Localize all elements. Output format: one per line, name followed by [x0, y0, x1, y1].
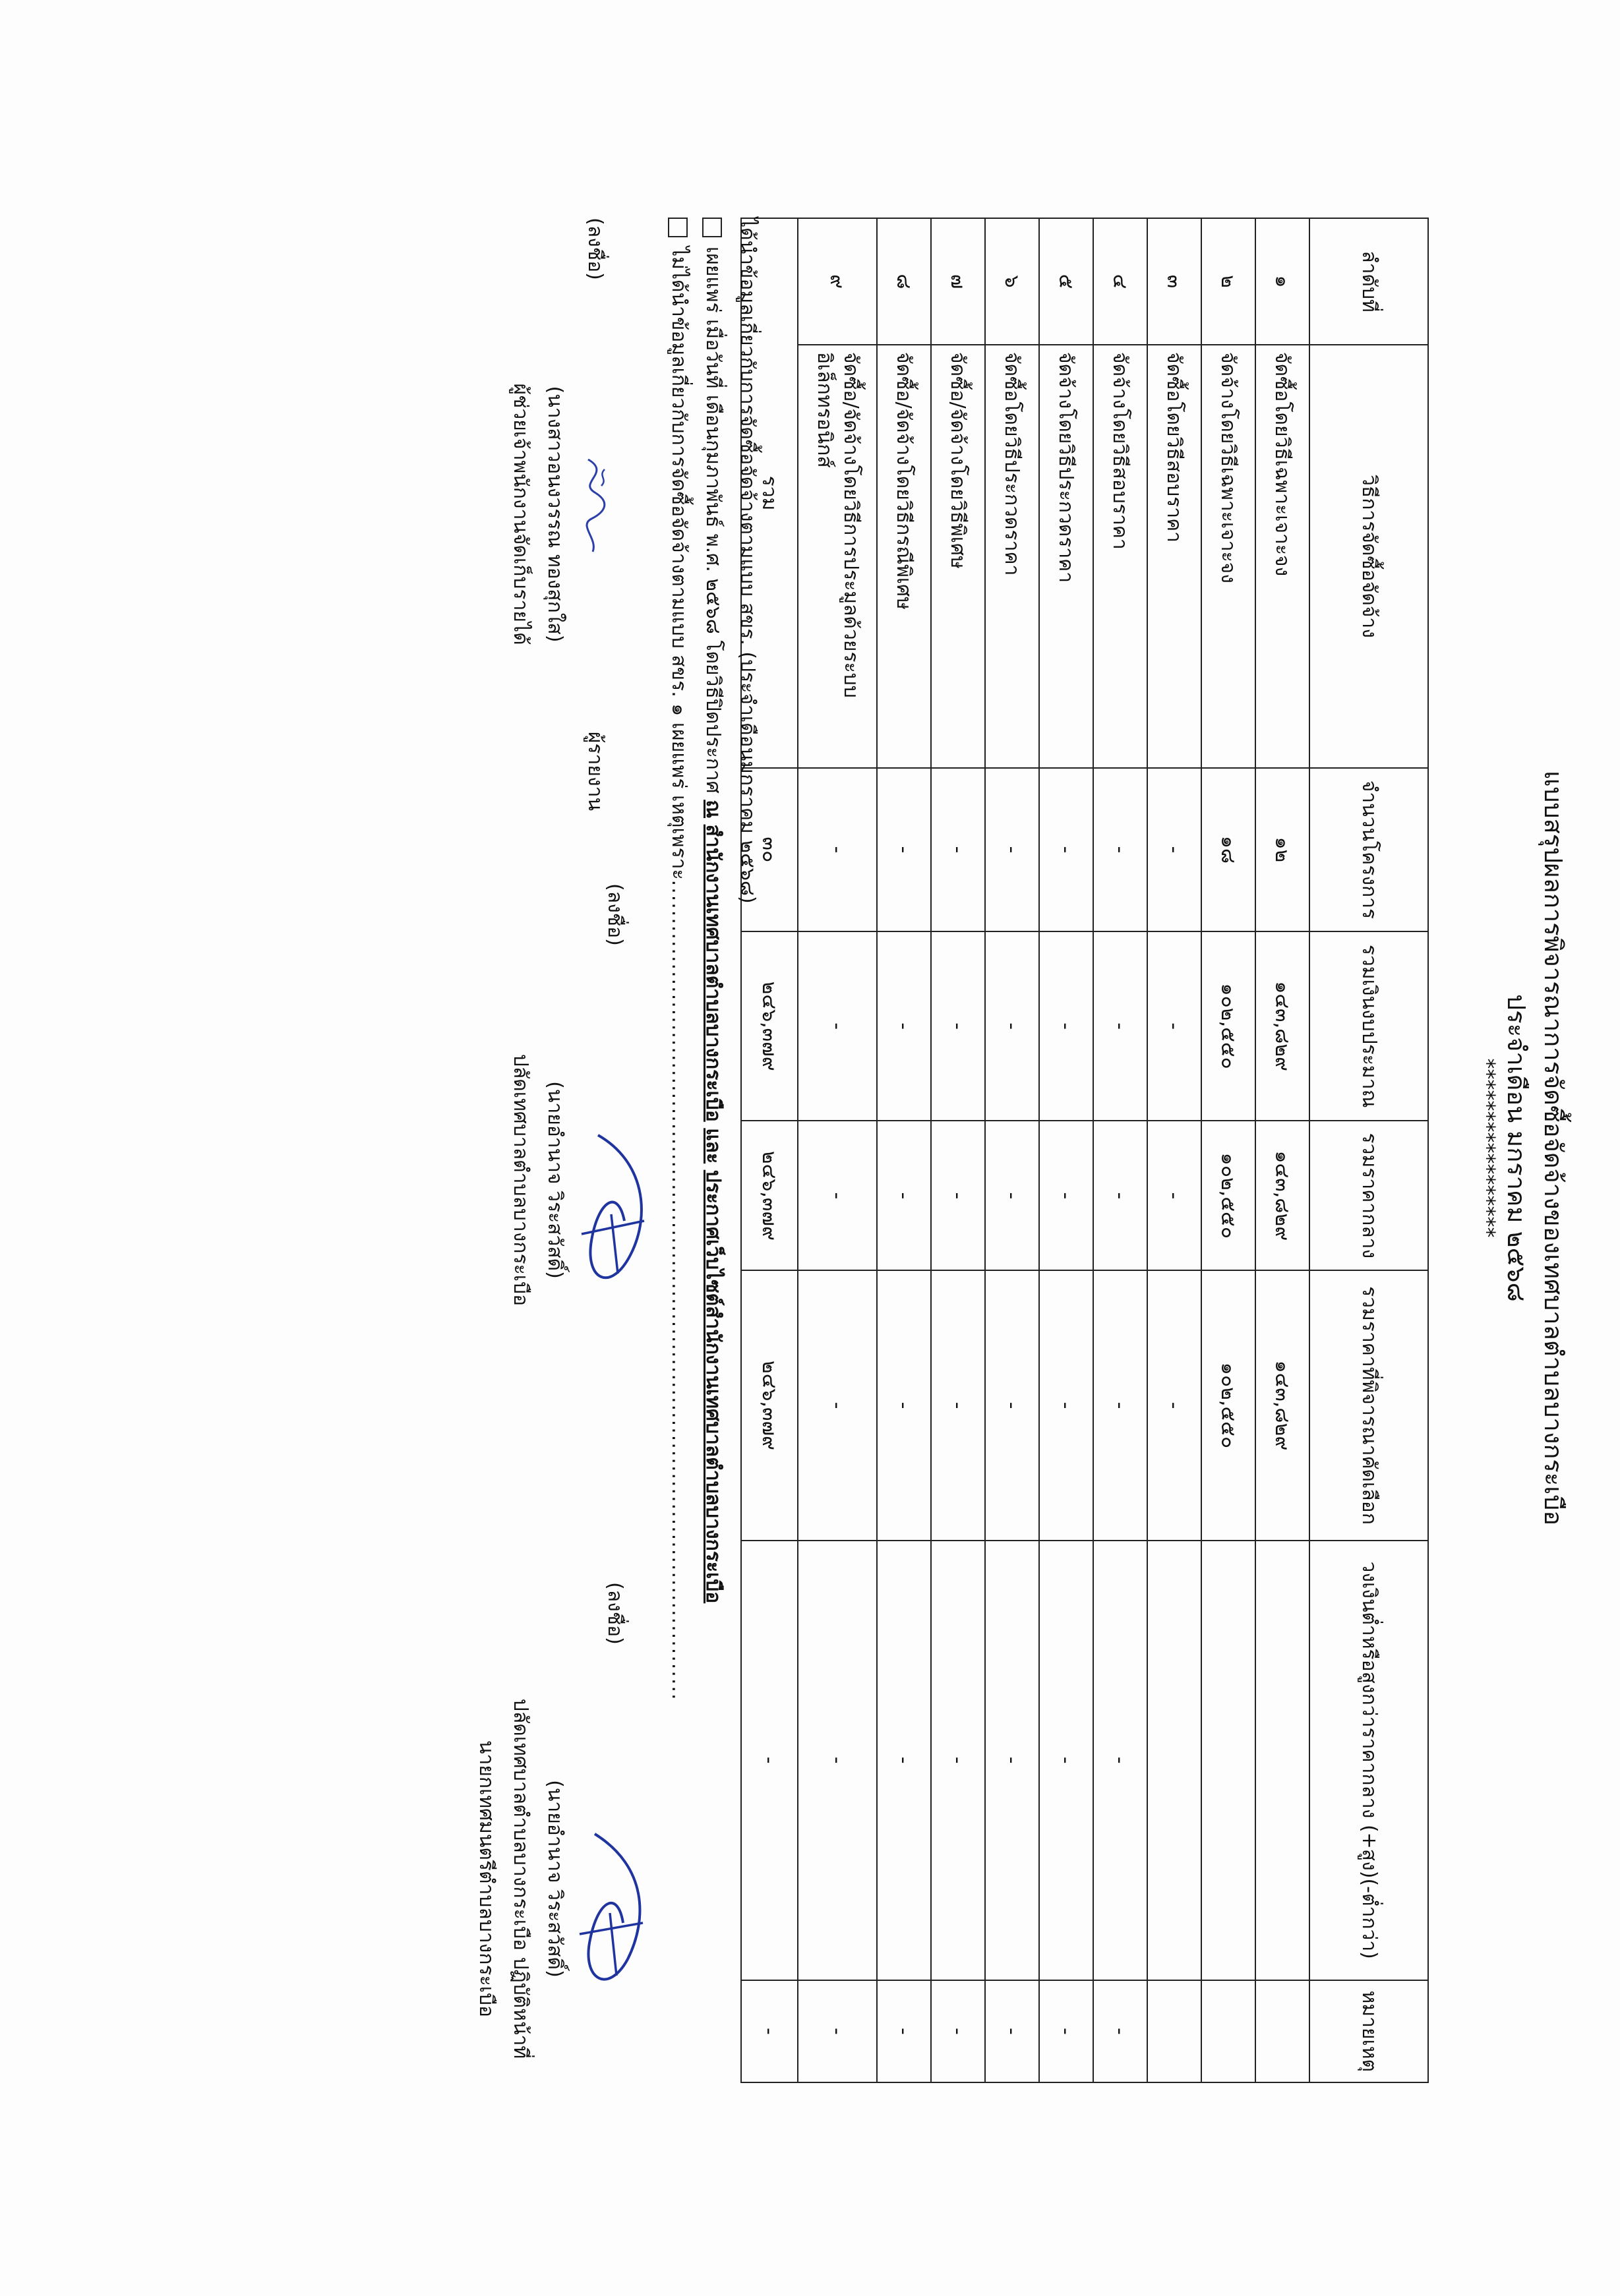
cell-no: ๓ [1147, 218, 1201, 345]
cell-price-difference [1255, 1541, 1309, 1980]
note-line-2-office: สำนักงานเทศบาลตำบลบางกระเบือ [702, 824, 725, 1122]
clerk-name: (นายอำนาจ วิระสวัสดิ์) [543, 1081, 566, 1279]
cell-no: ๑ [1255, 218, 1309, 345]
cell-budget: - [1093, 931, 1147, 1121]
cell-total-label: รวม [741, 218, 798, 768]
table-row [1147, 218, 1201, 2082]
cell-method: จัดจ้างโดยวิธีสอบราคา [1093, 345, 1147, 768]
document-subtitle: ประจำเดือน มกราคม ๒๕๖๘ [1502, 994, 1531, 1302]
cell-projects: - [1147, 768, 1201, 931]
clerk-signature-mark [572, 1122, 657, 1320]
table-row [1255, 218, 1309, 2082]
reporter-role: ผู้รายงาน [584, 731, 607, 811]
note-line-1: ได้นำข้อมูลเกี่ยวกับการจัดซื้อจัดจ้างตามแบบ สขร. (ประจำเดือนมกราคม ๒๕๖๘) [736, 218, 759, 904]
cell-remarks [1255, 1980, 1309, 2082]
cell-total-remarks: - [741, 1980, 798, 2082]
cell-selected-price: - [985, 1270, 1039, 1540]
table-row [985, 218, 1039, 2082]
not-published-checkbox[interactable] [669, 218, 688, 237]
cell-median-price: - [877, 1121, 931, 1270]
reporter-sign-label: (ลงชื่อ) [584, 218, 607, 280]
note-line-2-at: ณ [702, 800, 725, 819]
cell-median-price: - [1039, 1121, 1093, 1270]
cell-median-price: - [985, 1121, 1039, 1270]
cell-projects: - [877, 768, 931, 931]
mayor-position: ปลัดเทศบาลตำบลบางกระเบือ ปฏิบัติหน้าที่ [509, 1698, 532, 2059]
cell-remarks: - [798, 1980, 877, 2082]
signature-block-reporter [503, 218, 618, 811]
cell-projects: - [985, 768, 1039, 931]
column-header-no: ลำดับที่ [1309, 218, 1428, 345]
column-header-remarks: หมายเหตุ [1309, 1980, 1428, 2082]
column-header-projects: จำนวนโครงการ [1309, 768, 1428, 931]
cell-total-price-difference: - [741, 1541, 798, 1980]
cell-price-difference [1147, 1541, 1201, 1980]
cell-projects: - [931, 768, 985, 931]
cell-remarks: - [877, 1980, 931, 2082]
cell-no: ๔ [1093, 218, 1147, 345]
column-header-method: วิธีการจัดซื้อจัดจ้าง [1309, 345, 1428, 768]
note-line-3: ไม่ได้นำข้อมูลเกี่ยวกับการจัดซื้อจัดจ้างตามแบบ สขร. ๑ เผยแพร่ เหตุเพราะ [667, 247, 690, 880]
cell-selected-price: - [1093, 1270, 1147, 1540]
table-row [877, 218, 931, 2082]
note-published-info [732, 218, 763, 904]
cell-remarks: - [985, 1980, 1039, 2082]
cell-method: จัดจ้างโดยวิธีเฉพาะเจาะจง [1201, 345, 1255, 768]
note-line-2-and: และ [702, 1128, 725, 1164]
column-header-selected-price: รวมราคาที่พิจารณาคัดเลือก [1309, 1270, 1428, 1540]
cell-budget: - [877, 931, 931, 1121]
reporter-name: (นางสาวอนงวรรณ ทองสุกใส) [543, 386, 566, 643]
table-header-row [1309, 218, 1428, 2082]
reporter-position: ผู้ช่วยเจ้าพนักงานจัดเก็บรายได้ [509, 383, 532, 645]
cell-price-difference: - [985, 1541, 1039, 1980]
table-row [1039, 218, 1093, 2082]
cell-total-selected-price: ๒๔๖,๓๗๙ [741, 1270, 798, 1540]
cell-projects: - [1093, 768, 1147, 931]
cell-selected-price: ๑๐๒,๕๕๐ [1201, 1270, 1255, 1540]
cell-method: จัดซื้อโดยวิธีประกวดราคา [985, 345, 1039, 768]
clerk-position: ปลัดเทศบาลตำบลบางกระเบือ [509, 1053, 532, 1307]
cell-method: จัดซื้อ/จัดจ้างโดยวิธีการประมูลด้วยระบบอิเล็กทรอนิกส์ [798, 345, 877, 768]
document-title: แบบสรุปผลการพิจารณาการจัดซื้อจัดจ้างของเทศบาลตำบลบางกระเบือ [1539, 770, 1568, 1526]
cell-projects: - [1039, 768, 1093, 931]
cell-median-price: - [931, 1121, 985, 1270]
cell-selected-price: - [1039, 1270, 1093, 1540]
table-row [931, 218, 985, 2082]
cell-no: ๖ [985, 218, 1039, 345]
cell-total-budget: ๒๔๖,๓๗๙ [741, 931, 798, 1121]
cell-method: จัดซื้อโดยวิธีเฉพาะเจาะจง [1255, 345, 1309, 768]
cell-price-difference: - [798, 1541, 877, 1980]
cell-remarks: - [1039, 1980, 1093, 2082]
cell-total-projects: ๓๐ [741, 768, 798, 931]
table-row [1201, 218, 1255, 2082]
mayor-signature-mark [572, 1821, 657, 2018]
reporter-signature-mark [572, 453, 618, 558]
cell-median-price: ๑๔๓,๘๒๙ [1255, 1121, 1309, 1270]
note-not-published-line [663, 218, 694, 1701]
mayor-position-2: นายกเทศมนตรีตำบลบางกระเบือ [475, 1740, 498, 2018]
cell-median-price: - [1147, 1121, 1201, 1270]
cell-projects: - [798, 768, 877, 931]
cell-method: จัดจ้างโดยวิธีประกวดราคา [1039, 345, 1093, 768]
title-separator-stars: ***************** [1475, 1058, 1500, 1238]
table-row [798, 218, 877, 2082]
cell-projects: ๑๒ [1255, 768, 1309, 931]
mayor-sign-label: (ลงชื่อ) [603, 1582, 626, 1645]
cell-budget: - [985, 931, 1039, 1121]
cell-budget: - [931, 931, 985, 1121]
clerk-sign-label: (ลงชื่อ) [603, 883, 626, 946]
published-checkbox[interactable] [703, 218, 723, 237]
signature-block-clerk [503, 883, 657, 1477]
mayor-name: (นายอำนาจ วิระสวัสดิ์) [543, 1780, 566, 1978]
cell-budget: - [1147, 931, 1201, 1121]
signature-block-mayor [469, 1582, 657, 2175]
cell-method: จัดซื้อ/จัดจ้างโดยวิธีกรณีพิเศษ [877, 345, 931, 768]
cell-selected-price: - [798, 1270, 877, 1540]
cell-method: จัดซื้อโดยวิธีสอบราคา [1147, 345, 1201, 768]
table-row [1093, 218, 1147, 2082]
cell-remarks: - [931, 1980, 985, 2082]
note-line-3-dots: ............................................................................................................ [667, 879, 690, 1701]
cell-budget: ๑๐๒,๕๕๐ [1201, 931, 1255, 1121]
cell-no: ๙ [798, 218, 877, 345]
column-header-median-price: รวมราคากลาง [1309, 1121, 1428, 1270]
cell-projects: ๑๘ [1201, 768, 1255, 931]
cell-price-difference: - [877, 1541, 931, 1980]
cell-price-difference [1201, 1541, 1255, 1980]
cell-price-difference: - [1039, 1541, 1093, 1980]
cell-no: ๗ [931, 218, 985, 345]
cell-budget: - [798, 931, 877, 1121]
cell-budget: ๑๔๓,๘๒๙ [1255, 931, 1309, 1121]
cell-remarks [1147, 1980, 1201, 2082]
cell-price-difference: - [1093, 1541, 1147, 1980]
cell-total-median-price: ๒๔๖,๓๗๙ [741, 1121, 798, 1270]
cell-no: ๕ [1039, 218, 1093, 345]
column-header-price-difference: วงเงินต่ำหรือสูงกว่าราคากลาง (+สูง)(-ต่ำกว่า) [1309, 1541, 1428, 1980]
cell-selected-price: - [1147, 1270, 1201, 1540]
cell-median-price: - [1093, 1121, 1147, 1270]
cell-remarks: - [1093, 1980, 1147, 2082]
cell-median-price: ๑๐๒,๕๕๐ [1201, 1121, 1255, 1270]
cell-no: ๒ [1201, 218, 1255, 345]
cell-price-difference: - [931, 1541, 985, 1980]
cell-no: ๘ [877, 218, 931, 345]
note-line-2-website: ประกาศเว็บไซต์สำนักงานเทศบาลตำบลบางกระเบือ [702, 1169, 725, 1604]
note-published-line [698, 218, 729, 1603]
cell-median-price: - [798, 1121, 877, 1270]
cell-budget: - [1039, 931, 1093, 1121]
cell-selected-price: - [877, 1270, 931, 1540]
procurement-summary-table [740, 218, 1429, 2083]
note-line-2-prefix: เผยแพร่ เมื่อวันที่ เดือนกุมภาพันธ์ พ.ศ. ๒๕๖๘ โดยวิธีปิดประกาศ [702, 247, 725, 794]
cell-selected-price: - [931, 1270, 985, 1540]
cell-method: จัดซื้อ/จัดจ้างโดยวิธีพิเศษ [931, 345, 985, 768]
column-header-budget: รวมเงินงบประมาณ [1309, 931, 1428, 1121]
cell-remarks [1201, 1980, 1255, 2082]
cell-selected-price: ๑๔๓,๘๒๙ [1255, 1270, 1309, 1540]
